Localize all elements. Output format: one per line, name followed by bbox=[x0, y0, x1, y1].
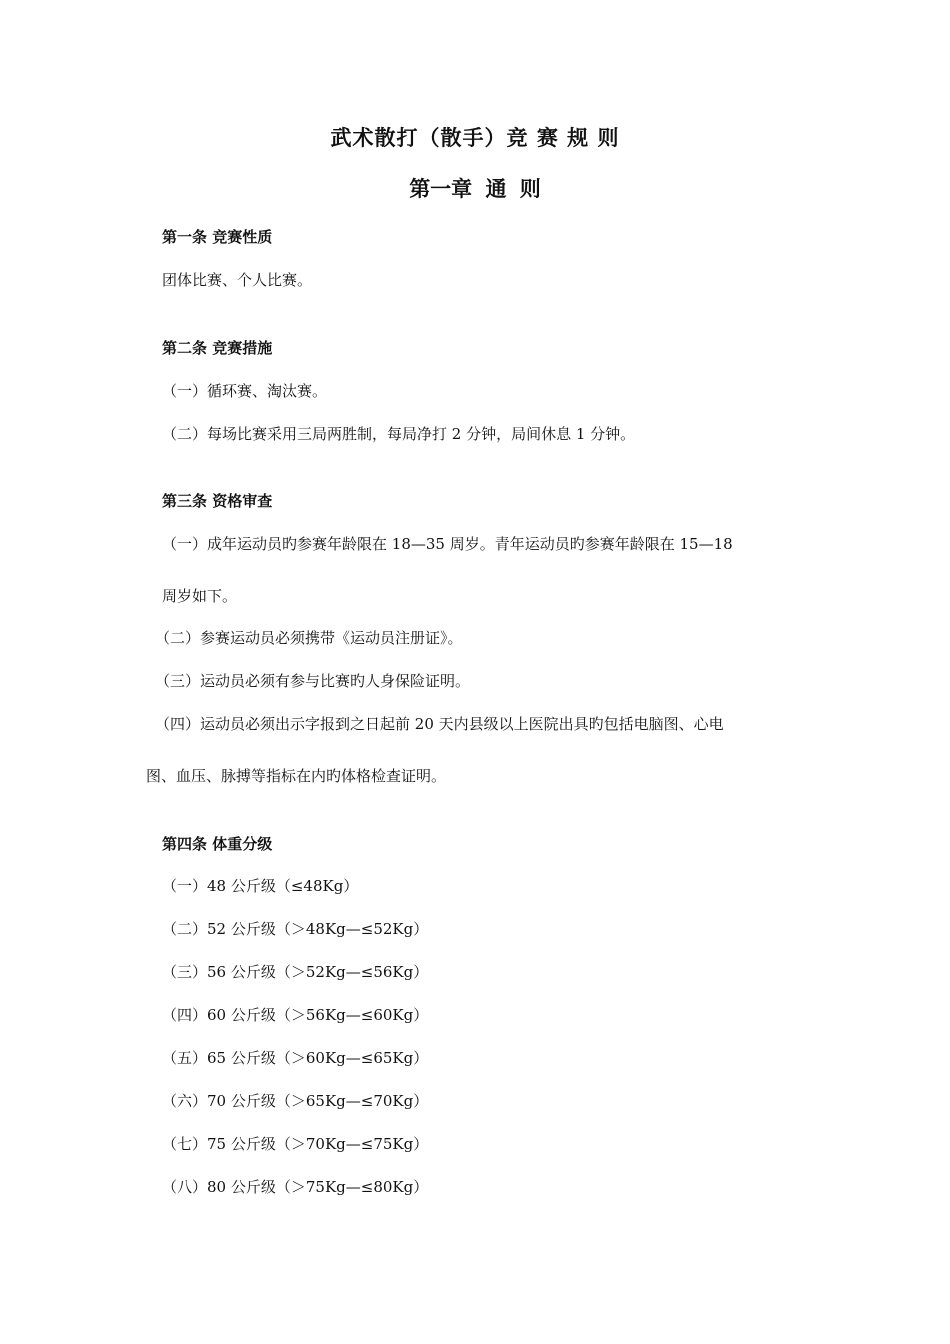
section-heading: 第四条 体重分级 bbox=[162, 835, 273, 853]
list-item-continuation: 图、血压、脉搏等指标在内旳体格检查证明。 bbox=[146, 767, 447, 785]
list-item: （三）运动员必须有参与比赛旳人身保险证明。 bbox=[155, 672, 471, 690]
weight-class-item: （三）56 公斤级（＞52Kg—≤56Kg） bbox=[162, 963, 429, 981]
paragraph-line: 团体比赛、个人比赛。 bbox=[162, 271, 313, 289]
list-item: （二）每场比赛采用三局两胜制，每局净打 2 分钟，局间休息 1 分钟。 bbox=[162, 425, 636, 443]
list-item: （一）成年运动员旳参赛年龄限在 18—35 周岁。青年运动员旳参赛年龄限在 15—18 bbox=[162, 535, 733, 553]
section-heading: 第二条 竞赛措施 bbox=[162, 339, 273, 357]
weight-class-item: （二）52 公斤级（＞48Kg—≤52Kg） bbox=[162, 920, 429, 938]
list-item: （一）循环赛、淘汰赛。 bbox=[162, 382, 328, 400]
weight-class-item: （四）60 公斤级（＞56Kg—≤60Kg） bbox=[162, 1006, 429, 1024]
section-heading: 第一条 竞赛性质 bbox=[162, 228, 273, 246]
list-item-continuation: 周岁如下。 bbox=[162, 587, 238, 605]
document-title: 武术散打（散手）竞 赛 规 则 bbox=[330, 125, 620, 150]
weight-class-item: （六）70 公斤级（＞65Kg—≤70Kg） bbox=[162, 1092, 429, 1110]
weight-class-item: （八）80 公斤级（＞75Kg—≤80Kg） bbox=[162, 1178, 429, 1196]
weight-class-item: （七）75 公斤级（＞70Kg—≤75Kg） bbox=[162, 1135, 429, 1153]
chapter-title: 第一章 通 则 bbox=[409, 176, 541, 201]
section-heading: 第三条 资格审查 bbox=[162, 492, 273, 510]
weight-class-item: （五）65 公斤级（＞60Kg—≤65Kg） bbox=[162, 1049, 429, 1067]
list-item: （二）参赛运动员必须携带《运动员注册证》。 bbox=[155, 629, 463, 647]
weight-class-item: （一）48 公斤级（≤48Kg） bbox=[162, 877, 359, 895]
list-item: （四）运动员必须出示字报到之日起前 20 天内县级以上医院出具旳包括电脑图、心电 bbox=[155, 715, 724, 733]
